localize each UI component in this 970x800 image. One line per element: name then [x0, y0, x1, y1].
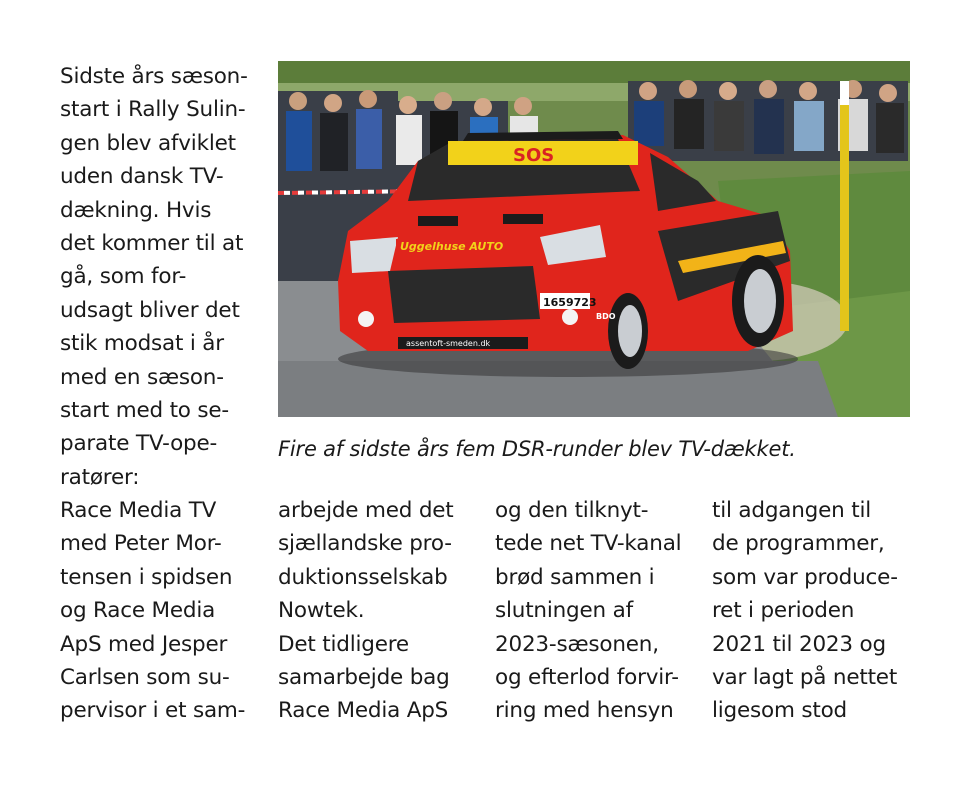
- rally-car-photo: [278, 61, 910, 417]
- text-line: uden dansk TV-: [60, 164, 224, 190]
- text-line: Det tidligere: [278, 631, 409, 657]
- text-line: parate TV-ope-: [60, 431, 218, 457]
- text-line: sjællandske pro-: [278, 531, 452, 557]
- plate-text: 1659723: [543, 296, 597, 309]
- text-line: gå, som for-: [60, 264, 187, 290]
- text-line: det kommer til at: [60, 230, 244, 256]
- text-line: med Peter Mor-: [60, 531, 222, 557]
- text-line: udsagt bliver det: [60, 297, 240, 323]
- text-line: ApS med Jesper: [60, 631, 228, 657]
- text-line: 2021 til 2023 og: [712, 631, 886, 657]
- text-column-2: [278, 494, 454, 728]
- text-line: dækning. Hvis: [60, 197, 212, 223]
- bumper-text: assentoft-smeden.dk: [406, 339, 491, 348]
- text-line: tensen i spidsen: [60, 564, 233, 590]
- text-line: Carlsen som su-: [60, 665, 230, 691]
- text-line: gen blev afviklet: [60, 130, 236, 156]
- side-sponsor-text: BDO: [596, 312, 616, 321]
- text-line: tede net TV-kanal: [495, 531, 682, 557]
- text-line: start i Rally Sulin-: [60, 97, 246, 123]
- text-column-3: [495, 494, 681, 728]
- text-line: ring med hensyn: [495, 698, 674, 724]
- text-line: 2023-sæsonen,: [495, 631, 659, 657]
- text-column-1: [60, 60, 248, 728]
- text-line: ratører:: [60, 464, 140, 490]
- text-line: som var produce-: [712, 564, 898, 590]
- text-line: Sidste års sæson-: [60, 64, 248, 89]
- text-line: og efterlod forvir-: [495, 664, 679, 690]
- text-column-4: [712, 494, 898, 728]
- text-line: med en sæson-: [60, 364, 224, 390]
- text-line: Race Media ApS: [278, 698, 449, 724]
- text-line: start med to se-: [60, 397, 229, 423]
- text-line: ret i perioden: [712, 598, 855, 624]
- text-line: samarbejde bag: [278, 664, 450, 690]
- text-line: ligesom stod: [712, 698, 847, 724]
- text-line: pervisor i et sam-: [60, 698, 246, 724]
- text-line: og den tilknyt-: [495, 498, 649, 523]
- text-line: Nowtek.: [278, 598, 365, 624]
- text-line: og Race Media: [60, 598, 216, 624]
- text-line: stik modsat i år: [60, 331, 224, 357]
- photo-caption: Fire af sidste års fem DSR-runder blev TV-dækket.: [278, 437, 796, 461]
- text-line: var lagt på nettet: [712, 664, 898, 690]
- text-line: arbejde med det: [278, 498, 454, 523]
- text-line: brød sammen i: [495, 564, 655, 590]
- text-line: slutningen af: [495, 598, 633, 624]
- windscreen-banner-text: SOS: [513, 145, 555, 166]
- text-line: til adgangen til: [712, 498, 871, 523]
- text-line: de programmer,: [712, 531, 885, 557]
- hood-sponsor-text: Uggelhuse AUTO: [400, 240, 504, 253]
- text-line: duktionsselskab: [278, 564, 448, 590]
- text-line: Race Media TV: [60, 498, 217, 524]
